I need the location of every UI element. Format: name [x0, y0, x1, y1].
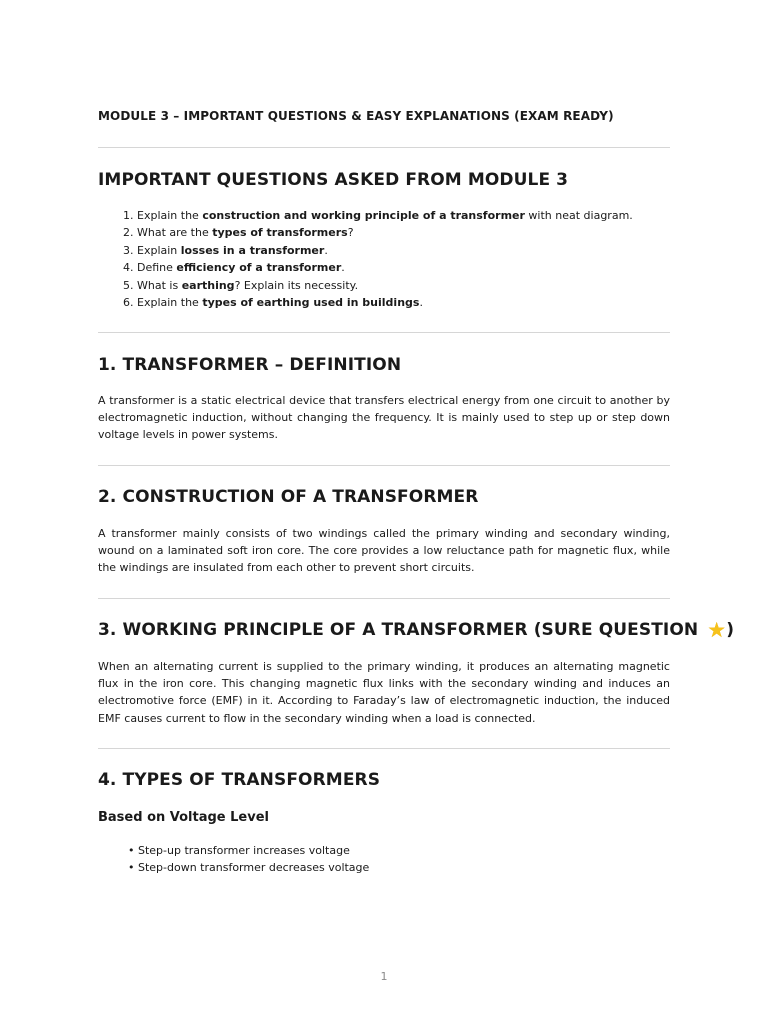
- star-icon: ★: [707, 618, 727, 642]
- question-item: 2. What are the types of transformers?: [123, 226, 354, 240]
- questions-heading: IMPORTANT QUESTIONS ASKED FROM MODULE 3: [98, 170, 569, 190]
- section-body-construction: A transformer mainly consists of two windings called the primary winding and secondary winding, wound on a laminated soft iron core. The core provides a low reluctance path for magnetic flux, while the windings are insulated from each other to prevent short circuits.: [98, 527, 670, 575]
- page-number: 1: [380, 970, 388, 983]
- section-heading-definition: 1. TRANSFORMER – DEFINITION: [98, 355, 402, 375]
- divider: [98, 465, 670, 466]
- section-body-working-principle: When an alternating current is supplied to the primary winding, it produces an alternating magnetic flux in the iron core. This changing magnetic flux links with the secondary winding and induces an electromotive force (EMF) in it. According to Faraday’s law of electromagnetic induction, the induced EMF causes current to flow in the secondary winding when a load is connected.: [98, 660, 670, 725]
- section-heading-construction: 2. CONSTRUCTION OF A TRANSFORMER: [98, 487, 479, 507]
- subheading-voltage-level: Based on Voltage Level: [98, 810, 269, 825]
- divider: [98, 748, 670, 749]
- transformer-types-list: [128, 842, 369, 877]
- divider: [98, 598, 670, 599]
- list-item: • Step-up transformer increases voltage: [128, 844, 350, 857]
- questions-list: [123, 207, 633, 311]
- list-item: • Step-down transformer decreases voltage: [128, 861, 370, 875]
- section-heading-types: 4. TYPES OF TRANSFORMERS: [98, 770, 381, 790]
- question-item: 5. What is earthing? Explain its necessity.: [123, 278, 359, 292]
- divider: [98, 147, 670, 148]
- question-item: 3. Explain losses in a transformer.: [123, 243, 328, 257]
- section-body-definition: A transformer is a static electrical device that transfers electrical energy from one circuit to another by electromagnetic induction, without changing the frequency. It is mainly used to step up or step down voltage levels in power systems.: [98, 394, 670, 442]
- document-title: MODULE 3 – IMPORTANT QUESTIONS & EASY EXPLANATIONS (EXAM READY): [98, 109, 614, 123]
- section-heading-working-principle: 3. WORKING PRINCIPLE OF A TRANSFORMER (SURE QUESTION ★): [98, 618, 735, 642]
- question-item: 4. Define efficiency of a transformer.: [123, 261, 345, 275]
- question-item: 6. Explain the types of earthing used in buildings.: [123, 296, 423, 310]
- divider: [98, 332, 670, 333]
- question-item: 1. Explain the construction and working principle of a transformer with neat diagram.: [123, 209, 633, 222]
